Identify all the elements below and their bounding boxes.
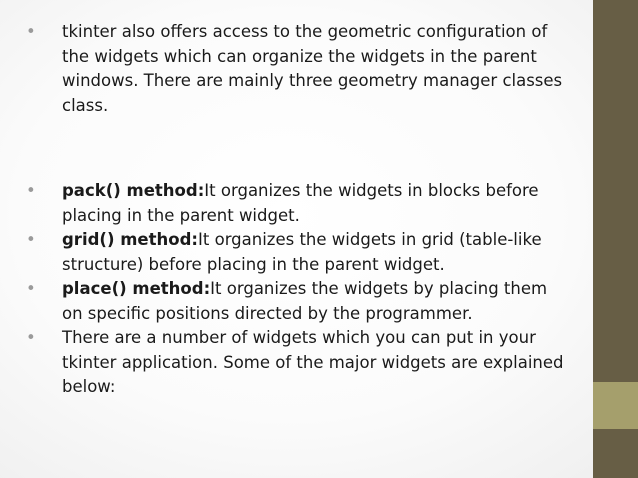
bullet-item-pack <box>26 179 571 228</box>
bullet-text: There are a number of widgets which you can put in your tkinter application. Some of the major widgets are explained below: <box>62 328 564 396</box>
bullet-term: grid() method: <box>62 230 199 249</box>
bullet-text: tkinter also offers access to the geometric configuration of the widgets which can organize the widgets in the parent windows. There are mainly three geometry manager classes class. <box>62 22 563 115</box>
bullet-item-widgets <box>26 326 571 400</box>
bullet-text: It organizes the widgets in grid (table-like structure) before placing in the parent widget. <box>62 230 542 274</box>
slide-content <box>26 20 571 400</box>
bullet-text: It organizes the widgets by placing them on specific positions directed by the programmer. <box>62 279 548 323</box>
spacer <box>26 118 571 179</box>
bullet-term: pack() method: <box>62 181 205 200</box>
bullet-term: place() method: <box>62 279 211 298</box>
side-decor-accent <box>593 382 638 429</box>
bullet-text: It organizes the widgets in blocks before placing in the parent widget. <box>62 181 539 225</box>
bullet-item-grid <box>26 228 571 277</box>
bullet-item-place <box>26 277 571 326</box>
bullet-item-intro <box>26 20 571 118</box>
